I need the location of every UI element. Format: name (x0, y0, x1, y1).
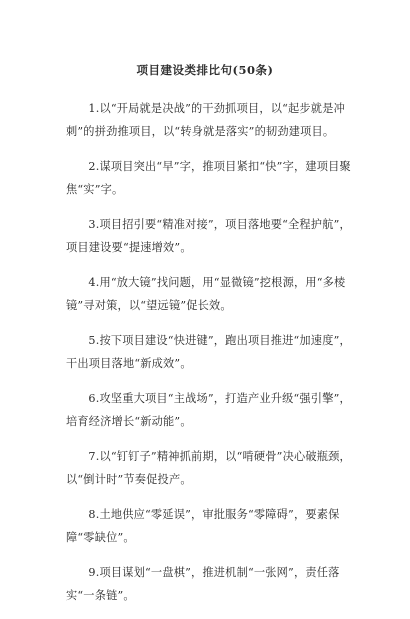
sentence-list (66, 97, 356, 619)
list-item: 4.用“放大镜”找问题，用“显微镜”挖根源，用“多棱镜”寻对策，以“望远镜”促长效。 (66, 276, 346, 312)
list-item: 3.项目招引要“精准对接”，项目落地要“全程护航”，项目建设要“提速增效”。 (66, 218, 351, 254)
list-item: 5.按下项目建设“快进键”，跑出项目推进“加速度”，干出项目落地“新成效”。 (66, 334, 351, 370)
list-item: 9.项目谋划“一盘棋”，推进机制“一张网”，责任落实“一条链”。 (66, 566, 340, 602)
list-item: 1.以“开局就是决战”的干劲抓项目，以“起步就是冲刺”的拼劲推项目，以“转身就是落实”的韧劲建项目。 (66, 102, 345, 138)
list-item: 6.攻坚重大项目“主战场”，打造产业升级“强引擎”，培育经济增长“新动能”。 (66, 392, 351, 428)
list-item: 2.谋项目突出“早”字，推项目紧扣“快”字，建项目聚焦“实”字。 (66, 160, 351, 196)
list-item: 7.以“钉钉子”精神抓前期，以“啃硬骨”决心破瓶颈，以“倒计时”节奏促投产。 (66, 450, 351, 486)
list-item: 8.土地供应“零延误”，审批服务“零障碍”，要素保障“零缺位”。 (66, 508, 340, 544)
document-title: 项目建设类排比句(50条) (136, 63, 274, 77)
